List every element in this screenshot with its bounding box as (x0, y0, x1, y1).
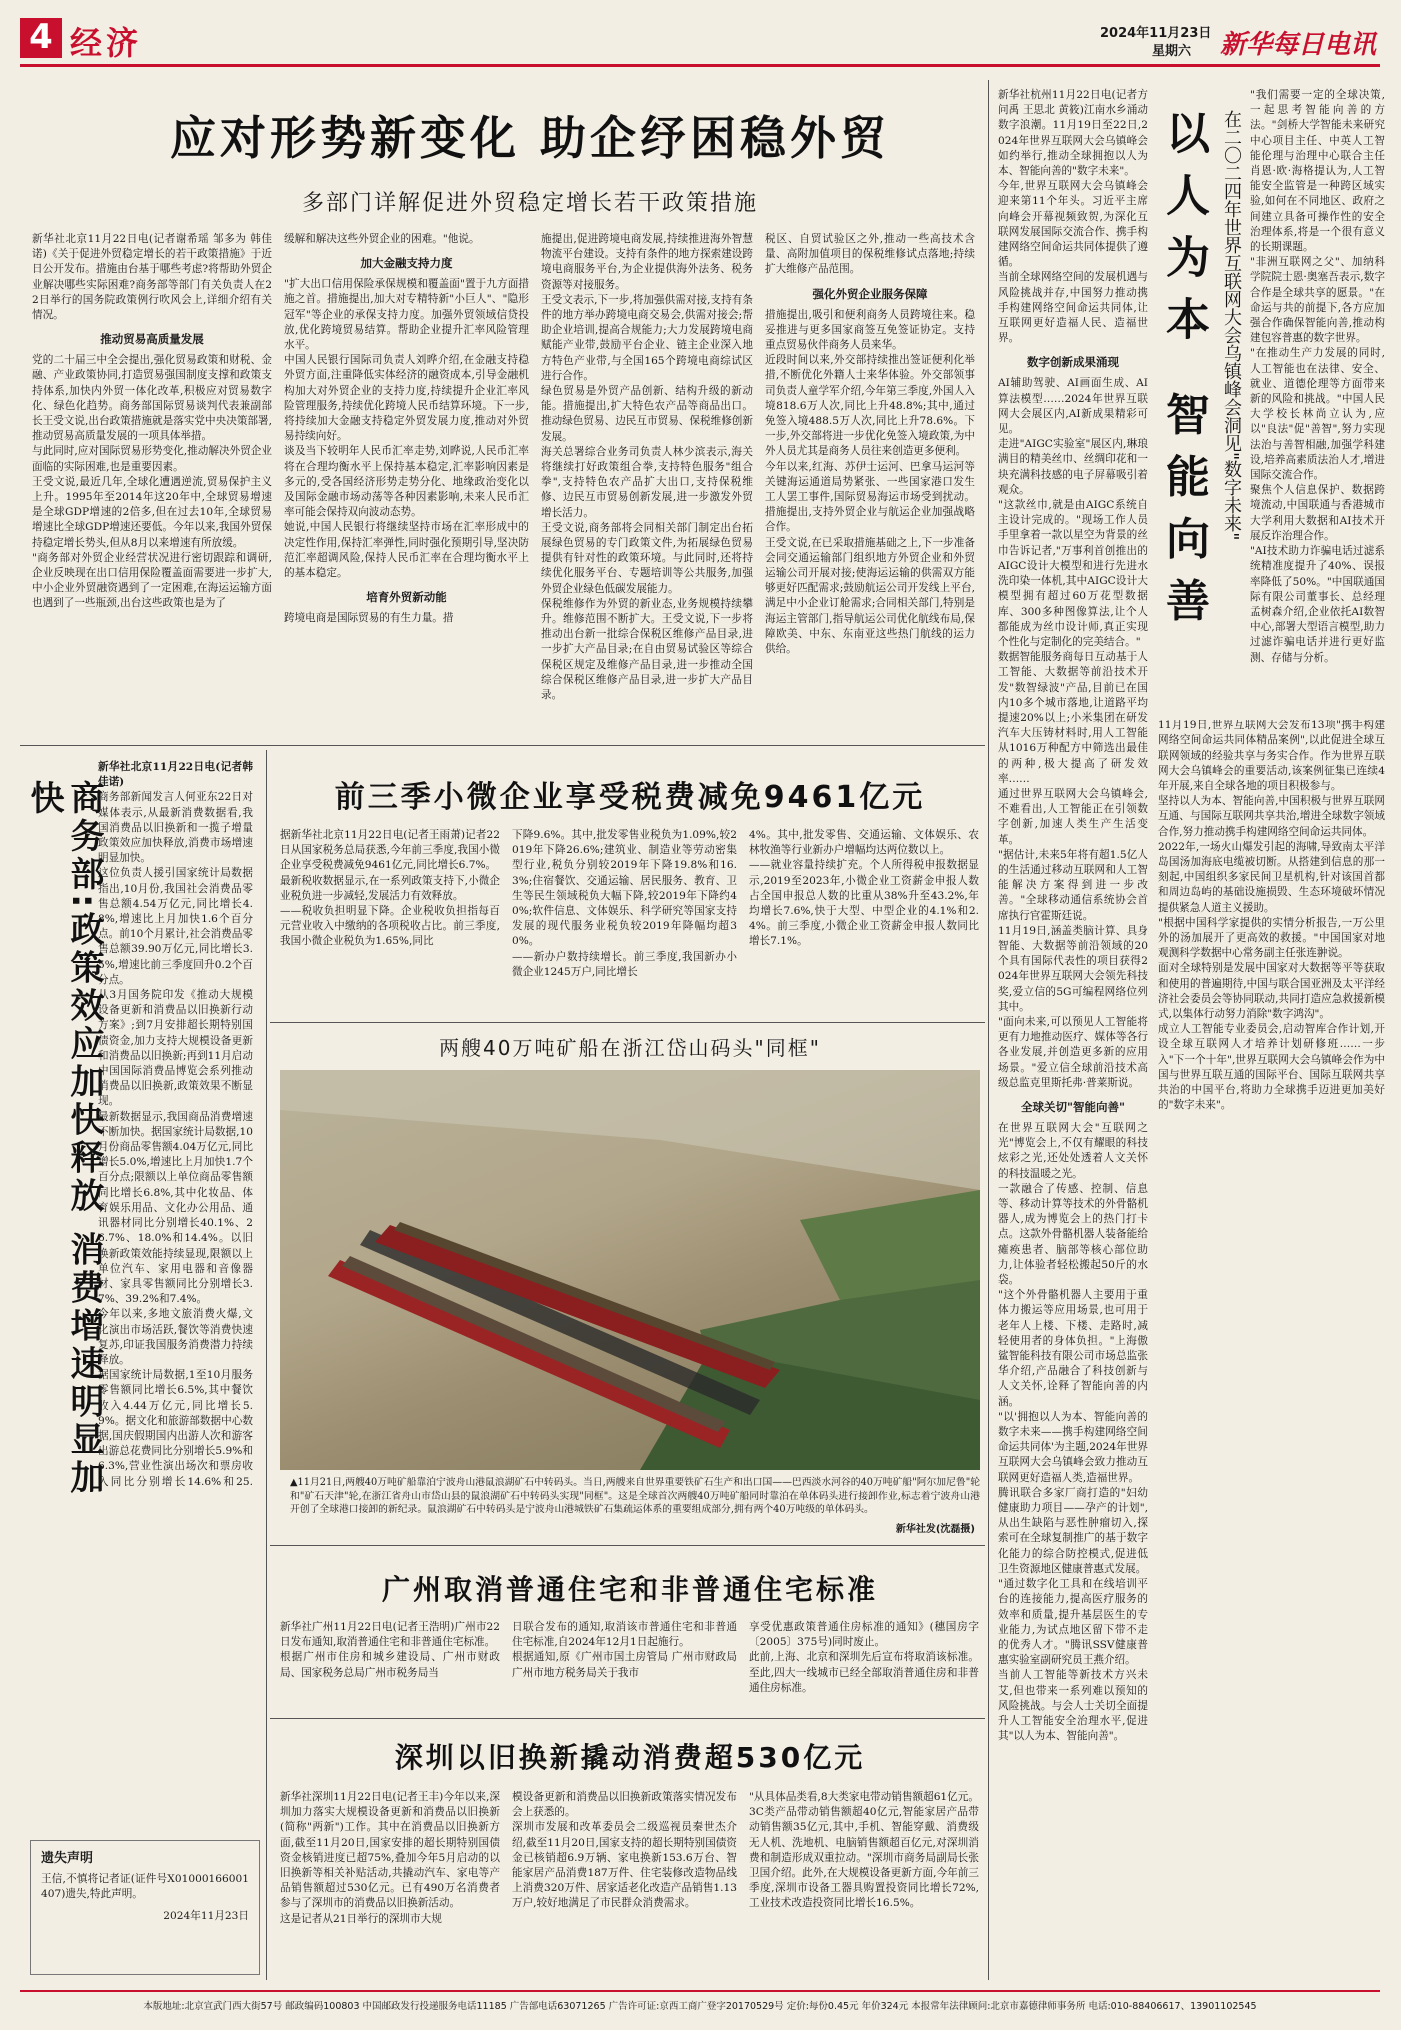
lost-notice-body: 王信,不慎将记者证(证件号X01000166001407)遗失,特此声明。 (41, 1873, 249, 1901)
lead-col1-body: 党的二十届三中全会提出,强化贸易政策和财税、金融、产业政策协同,打造贸易强国制度支撑和政策支持体系,加快内外贸一体化改革,积极应对贸易数字化、绿色化趋势。商务部国际贸易谈判代表兼副部长王受文说,出台政策措施就是落实党中央决策部署,推动贸易高质量发展的一项具体举措。 与此同时,应对国际贸易形势变化,推动解决外贸企业面临的实际困难,也是重要因素。 王受文说,最近几年,全球化遭遇逆流,贸易保护主义上升。1995年至2014年这20年中,全球贸易增速是全球GDP增速的2倍多,但在过去10年,全球贸易增速比全球GDP增速还要低。今年以来,我国外贸保持稳定增长势头,但从8月以来增速有所放缓。 "商务部对外贸企业经营状况进行密切跟踪和调研,企业反映现在出口信用保险覆盖面需要进一步扩大,中小企业外贸融资遇到了一定困难,在海运运输方面也遇到了一些瓶颈,出台这些政策也是为了 (32, 354, 272, 610)
guangzhou-bottom-rule (270, 1718, 985, 1719)
photo-credit: 新华社发(沈磊摄) (840, 1520, 975, 1535)
wic-col1-intro: 新华社杭州11月22日电(记者方问禹 王思北 黄筱)江南水乡涌动数字浪潮。11月19日至22日,2024年世界互联网大会乌镇峰会如约举行,推动全球拥抱以人为本、智能向善的"数字未来"。 今年,世界互联网大会乌镇峰会迎来第11个年头。习近平主席向峰会开幕视频致贺,为深化互联网发展国际交流合作、携手构建网络空间命运共同体提供了遵循。 当前全球网络空间的发展机遇与风险挑战并存,中国努力推动携手构建网络空间命运共同体,让互联网更好造福人民、造福世界。 (998, 89, 1148, 345)
issue-date: 2024年11月23日 (1100, 26, 1212, 41)
page-number: 4 (29, 17, 53, 57)
tax-bottom-rule (270, 1022, 985, 1023)
lead-col4-lead: 税区、自贸试验区之外,推动一些高技术含量、高附加值项目的保税维修试点落地;持续扩大维修产品范围。 (765, 233, 975, 276)
section-name: 经济 (70, 24, 143, 62)
wic-column-1 (998, 88, 1148, 1978)
wic-column-2-lower (1158, 720, 1385, 1978)
tax-column-1: 据新华社北京11月22日电(记者王雨萧)记者22日从国家税务总局获悉,今年前三季度,我国小微企业享受税费减免9461亿元,同比增长6.7%。 最新税收数据显示,在一系列政策支持下,小微企业税负进一步减轻,发展活力有效释放。 ——税收负担明显下降。企业税收负担指每百元营业收入中缴纳的各项税收占比。前三季度,我国小微企业税负为1.65%,同比 (280, 829, 500, 948)
wic-col2-body: 11月19日,世界互联网大会发布13项"携手构建网络空间命运共同体精品案例",以此促进全球互联网领域的经验共享与务实合作。作为世界互联网大会乌镇峰会的重要活动,该案例征集已连续4年开展,来自全球各地的项目积极参与。 坚持以人为本、智能向善,中国积极与世界互联网互通、与国际互联网共享共治,增进全球数字领域合作,努力推动携手构建网络空间命运共同体。 2022年,一场火山爆发引起的海啸,导致南太平洋岛国汤加海底电缆被切断。从搭建到信息的那一刻起,中国组织多家民间卫星机构,针对该国首都和周边岛屿的基础设施损毁、生态环境破坏情况提供紧急人道主义援助。 "根据中国科学家提供的实情分析报告,一万公里外的汤加展开了更高效的救援。"中国国家对地观测科学数据中心常务副主任张连翀说。 面对全球特别是发展中国家对大数据等平等获取和使用的普遍期待,中国与联合国亚洲及太平洋经济社会委员会等协同联动,共同打造应急救援新模式,以集体行动努力消除"数字鸿沟"。 成立人工智能专业委员会,启动智库合作计划,开设全球互联网人才培养计划研修班……一步入"下一个十年",世界互联网大会乌镇峰会作为中国与世界互联互通的国际平台、国际互联网共享共治的中国平台,将助力全球携手迈进更加美好的"数字未来"。 (1158, 720, 1385, 1112)
wic-column-2 (1250, 88, 1385, 738)
lost-notice-title: 遗失声明 (41, 1851, 94, 1866)
lead-col3-body: 施提出,促进跨境电商发展,持续推进海外智慧物流平台建设。支持有条件的地方探索建设跨境电商服务平台,为企业提供海外法务、税务资源等对接服务。 王受文表示,下一步,将加强供需对接,支持有条件的地方举办跨境电商交易会,供需对接会;帮助企业培训,提高合规能力;大力发展跨境电商赋能产业带,鼓励平台企业、链主企业深入地方特色产业带,与全国165个跨境电商综试区进行合作。 绿色贸易是外贸产品创新、结构升级的新动能。措施提出,扩大特色农产品等商品出口。推动绿色贸易、边民互市贸易、保税维修创新发展。 海关总署综合业务司负责人林少滨表示,海关将继续打好政策组合拳,支持特色服务"组合拳",支持特色农产品扩大出口,支持保税维修、边民互市贸易创新发展,进一步激发外贸增长活力。 王受文说,商务部将会同相关部门制定出台拓展绿色贸易的专门政策文件,为拓展绿色贸易提供有针对性的政策环境。与此同时,还将持续优化服务平台、专题培训等公共服务,加强外贸企业绿色低碳发展能力。 保税维修作为外贸的新业态,业务规模持续攀升。维修范围不断扩大。王受文说,下一步将推动出台新一批综合保税区维修产品目录,进一步扩大产品目录;在自由贸易试验区等综合保税区规定及维修产品目录,进一步推动全国综合保税区维修产品目录,进一步扩大产品目录。 (541, 233, 753, 702)
center-right-rule (988, 80, 989, 1980)
commerce-column (98, 760, 253, 1490)
tax-headline: 前三季小微企业享受税费减免9461亿元 (334, 780, 926, 815)
issue-weekday: 星期六 (1152, 44, 1192, 59)
guangzhou-column-3: 享受优惠政策普通住房标准的通知》(穗国房字〔2005〕375号)同时废止。 此前,上海、北京和深圳先后宣布将取消该标准。至此,四大一线城市已经全部取消普通住房和非普通住房标准。 (749, 1621, 979, 1694)
commerce-body-top: 商务部新闻发言人何亚东22日对媒体表示,从最新消费数据看,我国消费品以旧换新和一揽子增量政策效应加快释放,消费市场增速明显加快。 这位负责人援引国家统计局数据指出,10月份,我国社会消费品零售总额4.54万亿元,同比增长4.8%,增速比上月加快1.6个百分点。前10个月累计,社会消费品零售总额39.90万亿元,同比增长3.5%,增速比前三季度回升0.2个百分点。 从3月国务院印发《推动大规模设备更新和消费品以旧换新行动方案》;到7月安排超长期特别国债资金,加力支持大规模设备更新和消费品以旧换新;再到11月启动中国国际消费品博览会系列推动消费品以旧换新,政策效果不断显现。 最新数据显示,我国商品消费增速不断加快。据国家统计局数据,10月份商品零售额4.04万亿元,同比增长5.0%,增速比上月加快1.7个百分点;限额以上单位商品零售额同比增长6.8%,其中化妆品、体育娱乐用品、文化办公用品、通讯器材同比分别增长40.1%、26.7%、18.0%和14.4%。以旧换新政策效能持续显现,限额以上单位汽车、家用电器和音像器材、家具零售额同比分别增长3.7%、39.2%和7.4%。 今年以来,多地文旅消费火爆,文化演出市场活跃,餐饮等消费快速复苏,印证我国服务消费潜力持续释放。 据国家统计局数据,1至10月服务零售额同比增长6.5%,其中餐饮收入4.44万亿元,同比增长5.9%。据文化和旅游部数据中心数据,国庆假期国内出游人次和游客出游总花费同比分别增长5.9%和6.3%,营业性演出场次和票房收入同比分别增长14.6%和25. (98, 791, 253, 1488)
commerce-dateline: 新华社北京11月22日电(记者韩佳诺) (98, 761, 253, 789)
shenzhen-headline: 深圳以旧换新撬动消费超530亿元 (394, 1741, 866, 1774)
wic-subhead-2: 全球关切"智能向善" (1021, 1100, 1125, 1114)
lead-headline: 应对形势新变化 助企纾困稳外贸 (169, 111, 890, 165)
tax-column-2: 下降9.6%。其中,批发零售业税负为1.09%,较2019年下降26.6%;建筑业、制造业等劳动密集型行业,税负分别较2019年下降19.8%和16.3%;住宿餐饮、交通运输、居民服务、教育、卫生等民生领域税负大幅下降,较2019年下降约40%;软件信息、文体娱乐、科学研究等国家支持发展的现代服务业税负较2019年降幅均超30%。 ——新办户数持续增长。前三季度,我国新办小微企业1245万户,同比增长 (512, 829, 737, 978)
ore-ship-photo (280, 1070, 980, 1470)
left-column-rule (266, 750, 267, 1980)
lead-column-3 (541, 232, 753, 737)
wic-headline: 以人为本 智能向善 (1158, 110, 1209, 640)
lead-col1-intro: 新华社北京11月22日电(记者谢希瑶 邹多为 韩佳诺)《关于促进外贸稳定增长的若干政策措施》于近日公开发布。措施由台基于哪些考虑?将帮助外贸企业解决哪些实际困难?商务部等部门有关负责人在22日举行的国务院政策例行吹风会上,详细介绍有关情况。 (32, 233, 272, 322)
photo-headline: 两艘40万吨矿船在浙江岱山码头"同框" (439, 1036, 821, 1060)
lead-bottom-rule (20, 745, 985, 746)
shenzhen-column-3: "从具体品类看,8大类家电带动销售额超61亿元。3C类产品带动销售额超40亿元,智能家居产品带动销售额35亿元,其中,手机、智能穿戴、消费级无人机、洗地机、电脑销售额超百亿元,对深圳消费和制造形成双重拉动。"深圳市商务局副局长张卫国介绍。此外,在大规模设备更新方面,今年前三季度,深圳市设备工器具购置投资同比增长72%,工业技术改造投资同比增长16.5%。 (749, 1791, 979, 1910)
wic-col1-aigc: "这款丝巾,就是由AIGC系统自主设计完成的。"现场工作人员手里拿着一款以星空为背景的丝巾告诉记者,"万事利首创推出的AIGC设计大模型和进行先进水洗印染一体机,其中AIGC设计大模型拥有超过60万花型数据库、300多种图像算法,让个人都能成为丝巾设计师,真正实现个性化与定制化的完美结合。" 数据智能服务商每日互动基于人工智能、大数据等前沿技术开发"数智绿波"产品,目前已在国内10多个城市落地,让道路平均提速20%以上;小米集团在研发汽车大压铸材料时,用人工智能从1016万种配方中筛选出最佳的两种,极大提高了研发效率…… 通过世界互联网大会乌镇峰会,不难看出,人工智能正在引领数字创新,加速人类生产生活变革。 "据估计,未来5年将有超1.5亿人的生活通过移动互联网和人工智能解决方案得到进一步改善。"全球移动通信系统协会首席执行官霍斯廷说。 11月19日,涵盖类脑计算、具身智能、大数据等前沿领域的20个具有国际代表性的项目获得2024年世界互联网大会领先科技奖,爱立信的5G可编程网络位列其中。 "面向未来,可以预见人工智能将更有力地推动医疗、媒体等各行各业发展,并创造更多新的应用场景。"爱立信全球前沿技术高级总监克里斯托弗·普莱斯说。 (998, 499, 1148, 1089)
commerce-headline: 商务部:政策效应加快释放 消费增速明显加快 (24, 780, 104, 1498)
lead-subheadline: 多部门详解促进外贸稳定增长若干政策措施 (301, 191, 758, 216)
guangzhou-column-1: 新华社广州11月22日电(记者王浩明)广州市22日发布通知,取消普通住宅和非普通住宅标准。 根据广州市住房和城乡建设局、广州市财政局、国家税务总局广州市税务局当 (280, 1621, 500, 1679)
lead-col2-body: "扩大出口信用保险承保规模和覆盖面"置于九方面措施之首。措施提出,加大对专精特新"小巨人"、"隐形冠军"等企业的承保支持力度。加强外贸领域信贷投放,优化跨境贸易结算。帮助企业提升汇率风险管理水平。 中国人民银行国际司负责人刘晔介绍,在金融支持稳外贸方面,注重降低实体经济的融资成本,引导金融机构加大对外贸企业的支持力度,持续提升企业汇率风险管理服务,持续优化跨境人民币结算环境。下一步,将持续加大金融支持稳定外贸发展力度,推动对外贸易持续向好。 谈及当下较明年人民币汇率走势,刘晔说,人民币汇率将在合理均衡水平上保持基本稳定,汇率影响因素是多元的,受各国经济形势走势分化、地缘政治变化以及国际金融市场动荡等各种因素影响,未来人民币汇率可能会保持双向波动态势。 她说,中国人民银行将继续坚持市场在汇率形成中的决定性作用,保持汇率弹性,同时强化预期引导,坚决防范汇率超调风险,保持人民币汇率在合理均衡水平上的基本稳定。 (284, 278, 529, 580)
lost-notice-box (30, 1840, 260, 1975)
wic-subheadline: 在二〇二四年世界互联网大会乌镇峰会洞见"数字未来" (1221, 110, 1242, 541)
footer-info: 本版地址:北京宣武门西大街57号 邮政编码100803 中国邮政发行投递服务电话11185 广告部电话63071265 广告许可证:京西工商广登字20170529号 定价:每份0.45元 年价324元 本报常年法律顾问:北京市嘉德律师事务所 电话:010-88406617、13901102545 (143, 2001, 1257, 2012)
lead-column-2 (284, 232, 529, 737)
tax-column-3: 4%。其中,批发零售、交通运输、文体娱乐、农林牧渔等行业新办户增幅均达两位数以上。 ——就业容量持续扩充。个人所得税申报数据显示,2019至2023年,小微企业工资薪金申报人数占全国申报总人数的比重从38%升至43.2%,年均增长7.6%,快于大型、中型企业的4.1%和2.4%。前三季度,小微企业工资薪金申报人数同比增长7.1%。 (749, 829, 979, 948)
lead-subhead-3: 培育外贸新动能 (366, 590, 447, 605)
lead-col2-lead: 缓解和解决这些外贸企业的困难。"他说。 (284, 233, 480, 245)
lead-column-1 (32, 232, 272, 737)
lead-col4-body: 措施提出,吸引和便利商务人员跨境往来。稳妥推进与更多国家商签互免签证协定。支持重点贸易伙伴商务人员来华。 近段时间以来,外交部持续推出签证便利化举措,不断优化外籍人士来华体验。外交部领事司负责人童学军介绍,今年第三季度,外国人入境818.6万人次,同比上升48.8%;其中,通过免签入境488.5万人次,同比上升78.6%。下一步,外交部将进一步优化免签入境政策,为中外人员尤其是商务人员往来创造更多便利。 今年以来,红海、苏伊士运河、巴拿马运河等关键海运通道局势紧张、一些国家港口发生工人罢工事件,国际贸易海运市场受到扰动。措施提出,支持外贸企业与航运企业加强战略合作。 王受文说,在已采取措施基础之上,下一步准备会同交通运输部门组织地方外贸企业和外贸运输公司开展对接;使海运运输的供需双方能够更好匹配需求;鼓励航运公司开发线上平台,满足中小企业订舱需求;合同相关部门,特别是海运主管部门,指导航运公司优化航线布局,保障欧美、中东、东南亚这些热门航线的运力供给。 (765, 308, 975, 656)
masthead-rule (20, 64, 1380, 67)
lead-column-4 (765, 232, 975, 737)
shenzhen-column-2: 模设备更新和消费品以旧换新政策落实情况发布会上获悉的。 深圳市发展和改革委员会二级巡视员秦世杰介绍,截至11月20日,国家支持的超长期特别国债资金已核销超6.9万辆、家电换新153.6万台、智能家居产品消费187万件、住宅装修改造物品线上消费320万件、居家适老化改造产品销售1.13万户,较好地满足了市民群众消费需求。 (512, 1791, 737, 1910)
lead-subhead-1: 推动贸易高质量发展 (100, 332, 204, 347)
guangzhou-column-2: 日联合发布的通知,取消该市普通住宅和非普通住宅标准,自2024年12月1日起施行。 根据通知,原《广州市国土房管局 广州市财政局 广州市地方税务局关于我市 (512, 1621, 737, 1679)
newspaper-brand: 新华每日电讯 (1220, 30, 1377, 60)
commerce-column-cont (32, 1500, 260, 1838)
guangzhou-headline: 广州取消普通住宅和非普通住宅标准 (381, 1573, 878, 1606)
wic-col2-top: "我们需要一定的全球决策,一起思考智能向善的方法。"剑桥大学智能未来研究中心项目主任、中英人工智能伦理与治理中心联合主任肖恩·欧·海格提认为,人工智能安全监管是一种跨区域实验,如何在不同地区、政府之间建立具备可操作性的安全治理体系,将是一个很有意义的长期课题。 "非洲互联网之父"、加纳科学院院士恩·奥塞吾表示,数字合作是全球共享的愿景。"在命运与共的前提下,各方应加强合作确保智能向善,推动构建包容普惠的数字世界。 "在推动生产力发展的同时,人工智能也在法律、安全、就业、道德伦理等方面带来新的风险和挑战。"中国人民大学校长林尚立认为,应以"良法"促"善智",努力实现法治与善智相融,加强学科建设,培养高素质法治人才,增进国际交流合作。 聚焦个人信息保护、数据跨境流动,中国联通与香港城市大学利用大数据和AI技术开展反诈治理合作。 "AI技术助力诈骗电话过滤系统精准度提升了40%、误报率降低了50%。"中国联通国际有限公司董事长、总经理孟树森介绍,企业依托AI数智中心,部署大型语言模型,助力过滤诈骗电话并进行更好监测、存储与分析。 (1250, 89, 1385, 664)
footer-rule (20, 1990, 1380, 1992)
lead-col2-tail: 跨境电商是国际贸易的有生力量。措 (284, 612, 454, 625)
wic-col1-ethics: 在世界互联网大会"互联网之光"博览会上,不仅有耀眼的科技炫彩之光,还处处透着人文关怀的科技温暖之光。 一款融合了传感、控制、信息等、移动计算等技术的外骨骼机器人,成为博览会上的热门打卡点。这款外骨骼机器人装备能给瘫痪患者、脑部等核心部位助力,让体验者轻松搬起50斤的水袋。 "这个外骨骼机器人主要用于重体力搬运等应用场景,也可用于老年人上楼、下楼、走路时,减轻使用者的身体负担。"上海傲鲨智能科技有限公司市场总监张华介绍,产品融合了科技创新与人文关怀,诠释了智能向善的内涵。 "以'拥抱以人为本、智能向善的数字未来——携手构建网络空间命运共同体'为主题,2024年世界互联网大会乌镇峰会致力推动互联网更好造福人类,造福世界。 腾讯联合多家厂商打造的"妇幼健康助力项目——孕产的计划",从出生缺陷与恶性肿瘤切入,探索可在全球复制推广的基于数字化能力的综合防控模式,促进低卫生资源地区健康普惠式发展。 "通过数字化工具和在线培训平台的连接能力,提高医疗服务的效率和质量,提升基层医生的专业能力,为试点地区留下带不走的优秀人才。"腾讯SSV健康普惠实验室副研究员王燕介绍。 当前人工智能等新技术方兴未艾,但也带来一系列难以预知的风险挑战。与会人士关切全面提升人工智能安全治理水平,促进其"以人为本、智能向善"。 (998, 1122, 1148, 1743)
photo-bottom-rule (270, 1545, 985, 1546)
photo-caption: ▲11月21日,两艘40万吨矿船靠泊宁波舟山港鼠浪湖矿石中转码头。当日,两艘来自世界重要铁矿石生产和出口国——巴西淡水河谷的40万吨矿船"阿尔加尼鲁"轮和"矿石天津"轮,在浙江省舟山市岱山县的鼠浪湖矿石中转码头实现"同框"。这是全球首次两艘40万吨矿船同时靠泊在单体码头进行接卸作业,标志着宁波舟山港开创了全球港口接卸的新纪录。鼠浪湖矿石中转码头是宁波舟山港城铁矿石集疏运体系的重要组成部分,拥有两个40万吨级的单体码头。 (290, 1477, 980, 1515)
photo-illustration (280, 1070, 980, 1470)
shenzhen-column-1: 新华社深圳11月22日电(记者王丰)今年以来,深圳加力落实大规模设备更新和消费品以旧换新(简称"两新")工作。其中在消费品以旧换新方面,截至11月20日,国家安排的超长期特别国债资金核销进度已超75%,叠加今年5月启动的以旧换新等相关补贴活动,共撬动汽车、家电等产品销售额超过530亿元。已有490万名消费者参与了深圳市的消费品以旧换新活动。 这是记者从21日举行的深圳市大规 (280, 1791, 500, 1925)
wic-subhead-1: 数字创新成果涌现 (1027, 355, 1119, 370)
lead-subhead-2: 加大金融支持力度 (360, 256, 453, 271)
lost-notice-date: 2024年11月23日 (163, 1910, 249, 1923)
lead-subhead-4: 强化外贸企业服务保障 (812, 286, 928, 301)
wic-col1-innovation: AI辅助驾驶、AI画面生成、AI算法模型……2024年世界互联网大会展区内,AI新成果精彩可见。 走进"AIGC实验室"展区内,琳琅满目的精美丝巾、丝绸印花和一块充满科技感的电子屏幕吸引着观众。 (998, 377, 1148, 496)
